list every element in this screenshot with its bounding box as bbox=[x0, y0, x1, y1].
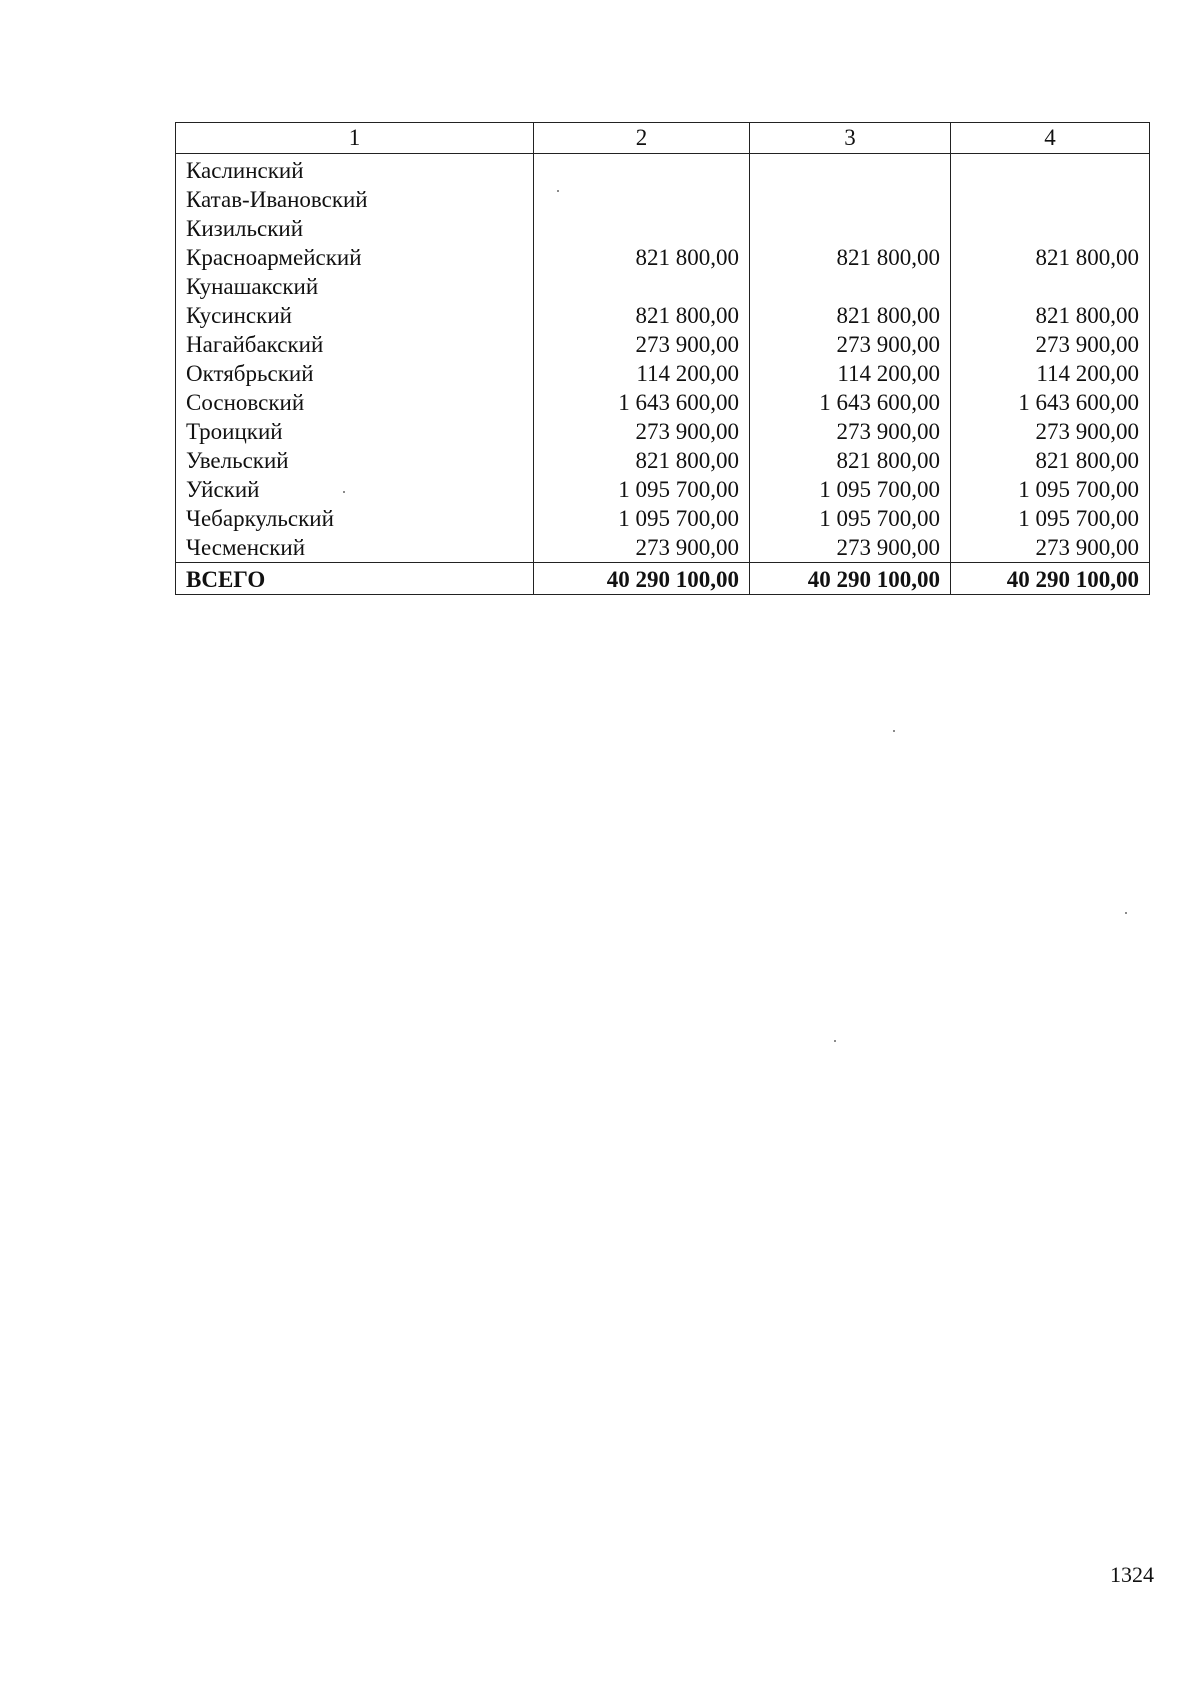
value-col3: 1 095 700,00 bbox=[750, 475, 951, 504]
table-row bbox=[176, 359, 1150, 388]
value-col4 bbox=[951, 185, 1150, 214]
district-name: Нагайбакский bbox=[176, 330, 534, 359]
value-col4: 1 095 700,00 bbox=[951, 475, 1150, 504]
value-col2 bbox=[534, 272, 750, 301]
table-row bbox=[176, 301, 1150, 330]
total-value-col3: 40 290 100,00 bbox=[750, 563, 951, 595]
district-name: Каслинский bbox=[176, 154, 534, 186]
value-col4 bbox=[951, 154, 1150, 186]
value-col4 bbox=[951, 214, 1150, 243]
value-col2: 821 800,00 bbox=[534, 446, 750, 475]
district-name: Увельский bbox=[176, 446, 534, 475]
district-name: Сосновский bbox=[176, 388, 534, 417]
value-col4: 821 800,00 bbox=[951, 446, 1150, 475]
value-col2 bbox=[534, 214, 750, 243]
value-col2 bbox=[534, 154, 750, 186]
value-col4: 1 643 600,00 bbox=[951, 388, 1150, 417]
scan-speck bbox=[893, 730, 895, 732]
table-row bbox=[176, 272, 1150, 301]
table-row bbox=[176, 330, 1150, 359]
value-col4: 273 900,00 bbox=[951, 417, 1150, 446]
table-row bbox=[176, 185, 1150, 214]
value-col4 bbox=[951, 272, 1150, 301]
value-col2 bbox=[534, 185, 750, 214]
total-label: ВСЕГО bbox=[176, 563, 534, 595]
value-col2: 273 900,00 bbox=[534, 330, 750, 359]
value-col3 bbox=[750, 272, 951, 301]
value-col2: 273 900,00 bbox=[534, 417, 750, 446]
district-name: Кусинский bbox=[176, 301, 534, 330]
table-row bbox=[176, 154, 1150, 186]
value-col2: 114 200,00 bbox=[534, 359, 750, 388]
value-col4: 1 095 700,00 bbox=[951, 504, 1150, 533]
district-name: Катав-Ивановский bbox=[176, 185, 534, 214]
total-row bbox=[176, 563, 1150, 595]
value-col4: 273 900,00 bbox=[951, 330, 1150, 359]
value-col2: 1 095 700,00 bbox=[534, 504, 750, 533]
district-name: Чесменский bbox=[176, 533, 534, 563]
column-header-1: 1 bbox=[176, 123, 534, 154]
value-col3: 273 900,00 bbox=[750, 330, 951, 359]
value-col3 bbox=[750, 214, 951, 243]
value-col2: 1 643 600,00 bbox=[534, 388, 750, 417]
allocation-table bbox=[175, 122, 1150, 595]
table-row bbox=[176, 446, 1150, 475]
value-col3: 821 800,00 bbox=[750, 301, 951, 330]
scan-speck bbox=[834, 1040, 836, 1042]
value-col3: 821 800,00 bbox=[750, 446, 951, 475]
district-name: Красноармейский bbox=[176, 243, 534, 272]
column-header-2: 2 bbox=[534, 123, 750, 154]
value-col3: 273 900,00 bbox=[750, 533, 951, 563]
district-name: Кизильский bbox=[176, 214, 534, 243]
value-col3 bbox=[750, 185, 951, 214]
scan-speck bbox=[343, 491, 345, 493]
value-col3: 1 643 600,00 bbox=[750, 388, 951, 417]
table-row bbox=[176, 214, 1150, 243]
table-row bbox=[176, 475, 1150, 504]
total-value-col4: 40 290 100,00 bbox=[951, 563, 1150, 595]
district-name: Чебаркульский bbox=[176, 504, 534, 533]
district-name: Уйский bbox=[176, 475, 534, 504]
value-col3: 821 800,00 bbox=[750, 243, 951, 272]
table-row bbox=[176, 417, 1150, 446]
value-col4: 821 800,00 bbox=[951, 301, 1150, 330]
column-number-row bbox=[176, 123, 1150, 154]
value-col2: 821 800,00 bbox=[534, 243, 750, 272]
value-col4: 273 900,00 bbox=[951, 533, 1150, 563]
value-col4: 821 800,00 bbox=[951, 243, 1150, 272]
value-col4: 114 200,00 bbox=[951, 359, 1150, 388]
scan-speck bbox=[557, 190, 559, 192]
column-header-4: 4 bbox=[951, 123, 1150, 154]
district-name: Кунашакский bbox=[176, 272, 534, 301]
value-col2: 821 800,00 bbox=[534, 301, 750, 330]
table-row bbox=[176, 504, 1150, 533]
district-name: Октябрьский bbox=[176, 359, 534, 388]
value-col3 bbox=[750, 154, 951, 186]
total-value-col2: 40 290 100,00 bbox=[534, 563, 750, 595]
district-name: Троицкий bbox=[176, 417, 534, 446]
table-row bbox=[176, 243, 1150, 272]
value-col2: 1 095 700,00 bbox=[534, 475, 750, 504]
column-header-3: 3 bbox=[750, 123, 951, 154]
table-row bbox=[176, 533, 1150, 563]
page-number: 1324 bbox=[1110, 1562, 1154, 1587]
scan-speck bbox=[1125, 912, 1127, 914]
value-col2: 273 900,00 bbox=[534, 533, 750, 563]
table-body bbox=[176, 154, 1150, 563]
table-row bbox=[176, 388, 1150, 417]
value-col3: 114 200,00 bbox=[750, 359, 951, 388]
value-col3: 273 900,00 bbox=[750, 417, 951, 446]
value-col3: 1 095 700,00 bbox=[750, 504, 951, 533]
